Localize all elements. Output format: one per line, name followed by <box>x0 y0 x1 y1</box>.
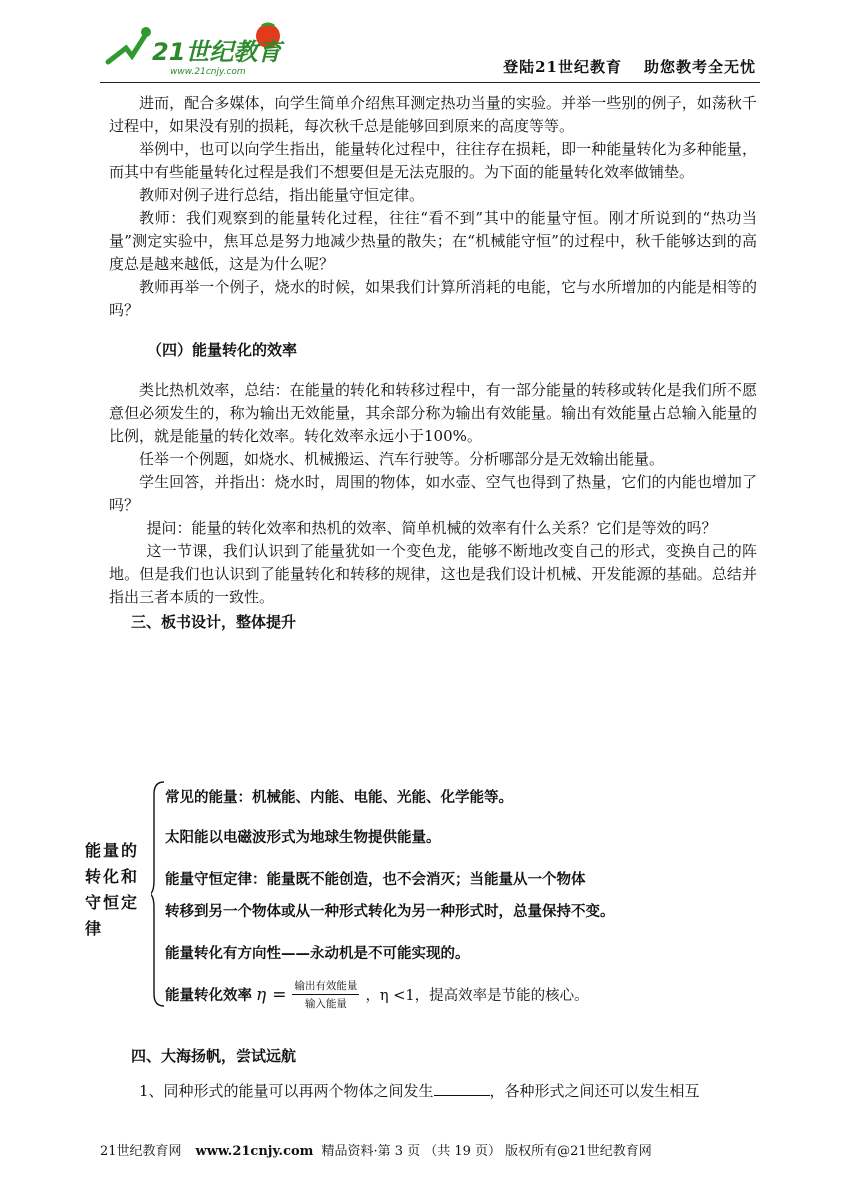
paragraph: 这一节课，我们认识到了能量犹如一个变色龙，能够不断地改变自己的形式，变换自己的阵地。但是我们也认识到了能量转化和转移的规律，这也是我们设计机械、开发能源的基础。总结并指出三者本质的一致性。 <box>109 542 757 606</box>
question-1 <box>139 1080 700 1101</box>
efficiency-label: 能量转化效率 <box>165 988 252 1004</box>
slogan-left: 登陆21世纪教育 <box>503 58 622 76</box>
paragraph: 学生回答，并指出：烧水时，周围的物体，如水壶、空气也得到了热量，它们的内能也增加了吗？ <box>109 473 757 514</box>
board-topic: 能量的转化和守恒定律 <box>85 841 140 938</box>
efficiency-condition: ，η <1，提高效率是节能的核心。 <box>365 988 589 1004</box>
fraction-numerator: 输出有效能量 <box>292 978 359 995</box>
header-slogan <box>481 56 756 77</box>
board-line: 能量转化有方向性——永动机是不可能实现的。 <box>165 946 470 962</box>
footer-left: 21世纪教育网 <box>100 1144 182 1159</box>
board-line: 转移到另一个物体或从一种形式转化为另一种形式时，总量保持不变。 <box>165 904 615 920</box>
brace-icon <box>151 780 165 1008</box>
fraction-denominator: 输入能量 <box>304 998 347 1010</box>
paragraph: 任举一个例题，如烧水、机械搬运、汽车行驶等。分析哪部分是无效输出能量。 <box>139 450 665 468</box>
footer-site-link[interactable]: www.21cnjy.com <box>195 1144 314 1159</box>
section-heading-board: 三、板书设计，整体提升 <box>131 613 297 631</box>
slogan-right: 助您教考全无忧 <box>643 58 756 76</box>
board-line: 太阳能以电磁波形式为地球生物提供能量。 <box>165 830 441 846</box>
board-line: 常见的能量：机械能、内能、电能、光能、化学能等。 <box>165 790 513 806</box>
page-footer <box>100 1140 760 1159</box>
question-text: ，各种形式之间还可以发生相互 <box>489 1082 700 1100</box>
answer-blank[interactable] <box>434 1081 490 1096</box>
section-heading-exercises: 四、大海扬帆，尝试远航 <box>131 1047 297 1065</box>
paragraph: 教师对例子进行总结，指出能量守恒定律。 <box>139 186 425 204</box>
document-body <box>109 92 757 634</box>
logo-url: www.21cnjy.com <box>170 67 246 77</box>
header-rule <box>100 82 760 83</box>
equals-sign: = <box>272 984 287 1005</box>
paragraph: 进而，配合多媒体，向学生简单介绍焦耳测定热功当量的实验。并举一些别的例子，如荡秋千过程中，如果没有别的损耗，每次秋千总是能够回到原来的高度等等。 <box>109 94 757 135</box>
paragraph: 提问：能量的转化效率和热机的效率、简单机械的效率有什么关系？它们是等效的吗？ <box>146 519 717 537</box>
board-line: 能量守恒定律：能量既不能创造，也不会消灭；当能量从一个物体 <box>165 872 586 888</box>
footer-right: 精品资料·第 3 页 （共 19 页） 版权所有@21世纪教育网 <box>321 1144 652 1159</box>
efficiency-fraction <box>292 978 359 1011</box>
section-title-efficiency: （四）能量转化的效率 <box>147 341 298 359</box>
site-logo <box>100 22 310 80</box>
eta-symbol: η <box>256 984 267 1005</box>
paragraph: 教师再举一个例子，烧水的时候，如果我们计算所消耗的电能，它与水所增加的内能是相等的吗？ <box>109 278 757 319</box>
paragraph: 类比热机效率，总结：在能量的转化和转移过程中，有一部分能量的转移或转化是我们所不愿意但必须发生的，称为输出无效能量，其余部分称为输出有效能量。输出有效能量占总输入能量的比例，就是能量的转化效率。转化效率永远小于100%。 <box>109 381 757 445</box>
page-header <box>100 22 760 82</box>
blackboard-design <box>85 780 725 1010</box>
paragraph: 教师：我们观察到的能量转化过程，往往“看不到”其中的能量守恒。刚才所说到的“热功当量”测定实验中，焦耳总是努力地减少热量的散失；在“机械能守恒”的过程中，秋千能够达到的高度总是越来越低，这是为什么呢？ <box>109 209 757 273</box>
question-text: 1、同种形式的能量可以再两个物体之间发生 <box>139 1082 434 1100</box>
paragraph: 举例中，也可以向学生指出，能量转化过程中，往往存在损耗，即一种能量转化为多种能量，而其中有些能量转化过程是我们不想要但是无法克服的。为下面的能量转化效率做铺垫。 <box>109 140 757 181</box>
efficiency-formula <box>165 978 589 1011</box>
logo-text: 21世纪教育 <box>152 38 282 66</box>
